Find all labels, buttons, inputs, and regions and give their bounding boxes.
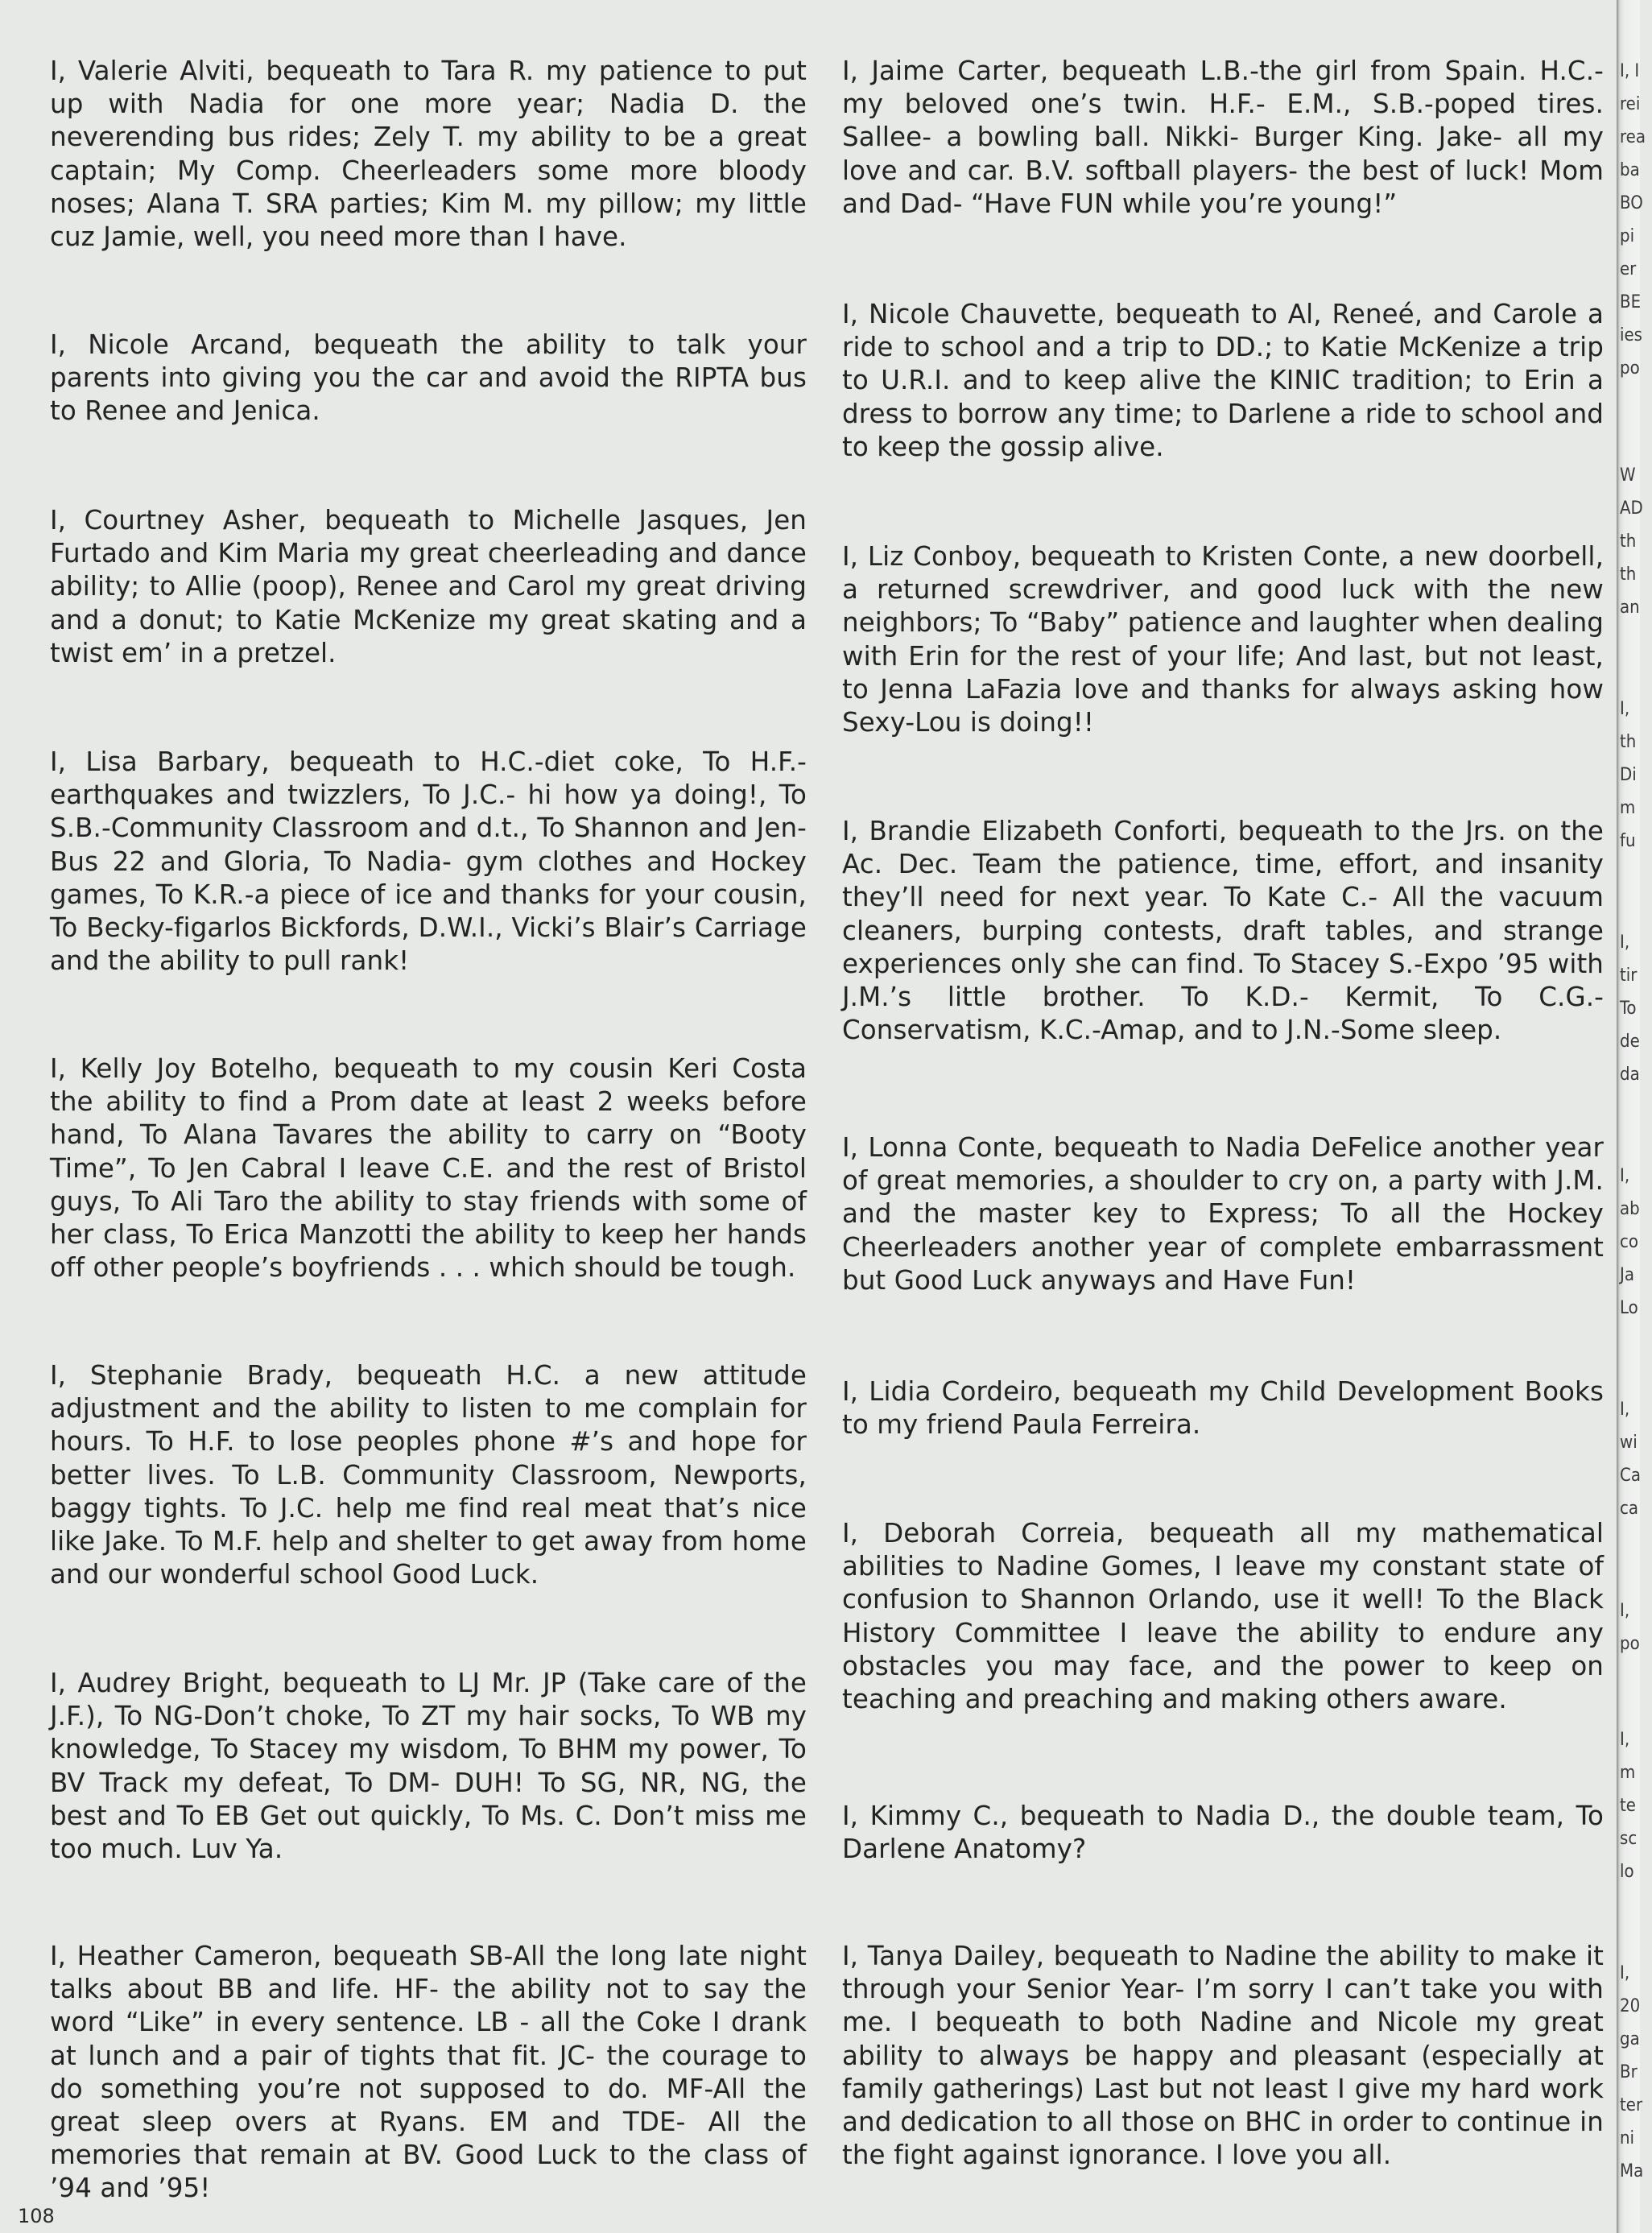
adjacent-page-text-fragment: ies [1620,325,1642,345]
adjacent-page-text-fragment: I, [1620,1400,1630,1420]
adjacent-page-text-fragment: ca [1620,1499,1639,1519]
adjacent-page-text-fragment: po [1620,358,1640,378]
bequest-entry: I, Lonna Conte, bequeath to Nadia DeFelice another year of great memories, a shoulder to cry on, a party with J.M. and the master key to Express; To all the Hockey Cheerleaders another year of complete embarrassment but Good Luck anyways and Have Fun! [842,1132,1604,1296]
bequest-entry: I, Kelly Joy Botelho, bequeath to my cousin Keri Costa the ability to find a Prom date at least 2 weeks before hand, To Alana Tavares the ability to carry on “Booty Time”, To Jen Cabral I leave C.E. and the rest of Bristol guys, To Ali Taro the ability to stay friends with some of her class, To Erica Manzotti the ability to keep her hands off other people’s boyfriends . . . which should be tough. [50,1053,807,1284]
adjacent-page-text-fragment: wi [1620,1433,1638,1453]
bequest-entry: I, Lidia Cordeiro, bequeath my Child Development Books to my friend Paula Ferreira. [842,1376,1604,1441]
adjacent-page-text-fragment: sc [1620,1829,1638,1849]
adjacent-page-text-fragment: I, [1620,1963,1630,1983]
bequest-entry: I, Courtney Asher, bequeath to Michelle Jasques, Jen Furtado and Kim Maria my great cheerleading and dance ability; to Allie (poop), Renee and Carol my great driving and a donut; to Katie McKenize my great skating and a twist em’ in a pretzel. [50,505,807,668]
adjacent-page-text-fragment: I, [1620,1166,1630,1186]
bequest-entry: I, Deborah Correia, bequeath all my mathematical abilities to Nadine Gomes, I leave my constant state of confusion to Shannon Orlando, use it well! To the Black History Committee I leave the ability to endure any obstacles you may face, and the power to keep on teaching and preaching and making others aware. [842,1518,1604,1715]
adjacent-page-text-fragment: po [1620,1634,1640,1654]
adjacent-page-text-fragment: pi [1620,226,1635,246]
adjacent-page-text-fragment: th [1620,732,1637,752]
bequest-entry: I, Brandie Elizabeth Conforti, bequeath to the Jrs. on the Ac. Dec. Team the patience, time, effort, and insanity they’ll need for next year. To Kate C.- All the vacuum cleaners, burping contests, draft tables, and strange experiences only she can find. To Stacey S.-Expo ’95 with J.M.’s little brother. To K.D.- Kermit, To C.G.- Conservatism, K.C.-Amap, and to J.N.-Some sleep. [842,816,1604,1046]
bequest-entry: I, Liz Conboy, bequeath to Kristen Conte, a new doorbell, a returned screwdriver, and good luck with the new neighbors; To “Baby” patience and laughter when dealing with Erin for the rest of your life; And last, but not least, to Jenna LaFazia love and thanks for always asking how Sexy-Lou is doing!! [842,541,1604,738]
bequest-entry: I, Tanya Dailey, bequeath to Nadine the ability to make it through your Senior Year- I’m sorry I can’t take you with me. I bequeath to both Nadine and Nicole my great ability to always be happy and pleasant (especially at family gatherings) Last but not least I give my hard work and dedication to all those on BHC in order to continue in the fight against ignorance. I love you all. [842,1941,1604,2171]
adjacent-page-text-fragment: ter [1620,2095,1643,2115]
bequest-entry: I, Nicole Arcand, bequeath the ability to talk your parents into giving you the car and avoid the RIPTA bus to Renee and Jenica. [50,329,807,427]
adjacent-page-text-fragment: ab [1620,1199,1640,1219]
adjacent-page-text-fragment: th [1620,531,1637,552]
adjacent-page-text-fragment: I, [1620,1730,1630,1750]
adjacent-page-text-fragment: BE [1620,292,1642,312]
adjacent-page-text-fragment: Ja [1620,1265,1634,1285]
adjacent-page-text-fragment: co [1620,1232,1638,1252]
adjacent-page-text-fragment: Lo [1620,1298,1638,1318]
adjacent-page-text-fragment: th [1620,564,1637,585]
adjacent-page-text-fragment: ba [1620,160,1640,180]
adjacent-page-text-fragment: BO [1620,193,1643,213]
adjacent-page-text-fragment: an [1620,598,1640,618]
adjacent-page-text-fragment: AD [1620,498,1643,519]
adjacent-page-text-fragment: da [1620,1065,1640,1085]
adjacent-page-text-fragment: ga [1620,2029,1640,2049]
adjacent-page-text-fragment: I, [1620,699,1630,719]
adjacent-page-text-fragment: m [1620,1763,1636,1783]
adjacent-page-text-fragment: Br [1620,2062,1638,2082]
bequest-entry: I, Nicole Chauvette, bequeath to Al, Reneé, and Carole a ride to school and a trip to DD.; to Katie McKenize a trip to U.R.I. and to keep alive the KINIC tradition; to Erin a dress to borrow any time; to Darlene a ride to school and to keep the gossip alive. [842,299,1604,462]
adjacent-page-text-fragment: I, [1620,1601,1630,1621]
bequest-entry: I, Lisa Barbary, bequeath to H.C.-diet coke, To H.F.-earthquakes and twizzlers, To J.C.- hi how ya doing!, To S.B.-Community Classroom and d.t., To Shannon and Jen- Bus 22 and Gloria, To Nadia- gym clothes and Hockey games, To K.R.-a piece of ice and thanks for your cousin, To Becky-figarlos Bickfords, D.W.I., Vicki’s Blair’s Carriage and the ability to pull rank! [50,746,807,977]
bequest-entry: I, Stephanie Brady, bequeath H.C. a new attitude adjustment and the ability to listen to me complain for hours. To H.F. to lose peoples phone #’s and hope for better lives. To L.B. Community Classroom, Newports, baggy tights. To J.C. help me find real meat that’s nice like Jake. To M.F. help and shelter to get away from home and our wonderful school Good Luck. [50,1360,807,1590]
adjacent-page-text-fragment: m [1620,798,1636,818]
adjacent-page-text-fragment: te [1620,1796,1636,1816]
adjacent-page-text-fragment: tir [1620,966,1638,986]
adjacent-page-text-fragment: I, [1620,932,1630,953]
adjacent-page-text-fragment: I, I [1620,61,1640,81]
adjacent-page-text-fragment: er [1620,259,1637,279]
adjacent-page-text-fragment: ni [1620,2128,1635,2148]
adjacent-page-text-fragment: To [1620,999,1637,1019]
bequest-entry: I, Valerie Alviti, bequeath to Tara R. my patience to put up with Nadia for one more year; Nadia D. the neverending bus rides; Zely T. my ability to be a great captain; My Comp. Cheerleaders some more bloody noses; Alana T. SRA parties; Kim M. my pillow; my little cuz Jamie, well, you need more than I have. [50,56,807,253]
bequest-entry: I, Kimmy C., bequeath to Nadia D., the double team, To Darlene Anatomy? [842,1801,1604,1865]
adjacent-page-edge [1617,0,1646,2233]
adjacent-page-text-fragment: rea [1620,127,1646,147]
adjacent-page-text-fragment: Ca [1620,1466,1641,1486]
adjacent-page-text-fragment: 20 [1620,1996,1641,2016]
adjacent-page-text-fragment: W [1620,465,1636,486]
adjacent-page-text-fragment: lo [1620,1862,1634,1882]
bequest-entry: I, Jaime Carter, bequeath L.B.-the girl from Spain. H.C.- my beloved one’s twin. H.F.- E.M., S.B.-poped tires. Sallee- a bowling ball. Nikki- Burger King. Jake- all my love and car. B.V. softball players- the best of luck! Mom and Dad- “Have FUN while you’re young!” [842,56,1604,219]
adjacent-page-text-fragment: Di [1620,765,1637,785]
adjacent-page-text-fragment: de [1620,1032,1640,1052]
adjacent-page-text-fragment: rei [1620,94,1641,114]
adjacent-page-text-fragment: fu [1620,831,1636,851]
bequest-entry: I, Heather Cameron, bequeath SB-All the long late night talks about BB and life. HF- the ability not to say the word “Like” in every sentence. LB - all the Coke I drank at lunch and a pair of tights that fit. JC- the courage to do something you’re not supposed to do. MF-All the great sleep overs at Ryans. EM and TDE- All the memories that remain at BV. Good Luck to the class of ’94 and ’95! [50,1941,807,2204]
page-number: 108 [18,2205,55,2227]
adjacent-page-text-fragment: Ma [1620,2161,1644,2181]
bequest-entry: I, Audrey Bright, bequeath to LJ Mr. JP (Take care of the J.F.), To NG-Don’t choke, To ZT my hair socks, To WB my knowledge, To Stacey my wisdom, To BHM my power, To BV Track my defeat, To DM- DUH! To SG, NR, NG, the best and To EB Get out quickly, To Ms. C. Don’t miss me too much. Luv Ya. [50,1668,807,1865]
